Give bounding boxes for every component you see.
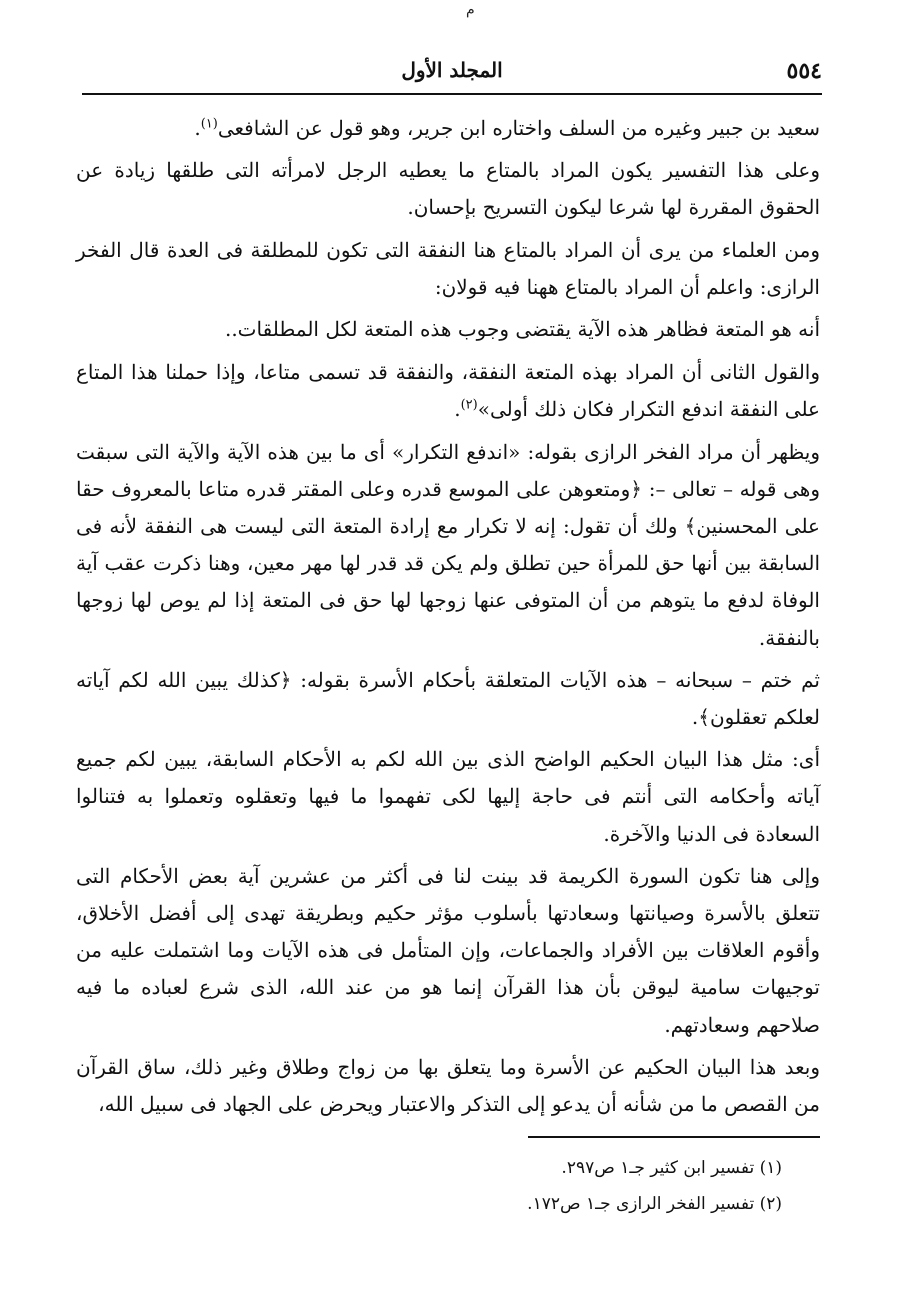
paragraph-5-text: والقول الثانى أن المراد بهذه المتعة النفقة، والنفقة قد تسمى متاعا، وإذا حملنا هذا المتاع على النفقة اندفع التكرار فكان ذلك أولى»: [76, 360, 820, 422]
top-mark: م: [466, 2, 475, 18]
page-header: [82, 56, 822, 88]
paragraph-6: ويظهر أن مراد الفخر الرازى بقوله: «اندفع التكرار» أى ما بين هذه الآية والآية التى سبقت وهى قوله – تعالى –: ﴿ومتعوهن على الموسع قدره وعلى المقتر قدره متاعا بالمعروف حقا على المحسنين﴾ ولك أن تقول: إنه لا تكرار مع إرادة المتعة التى ليست هى النفقة لأنه فى السابقة بين أنها حق للمرأة حين تطلق ولم يكن قد قدر لها مهر معين، وهنا ذكرت عقب آية الوفاة لدفع ما يتوهم من أن المتوفى عنها زوجها لها حق فى المتعة إذا لم يوص لها زوجها بالنفقة.: [76, 439, 820, 650]
footnote-2: (٢) تفسير الفخر الرازى جـ١ ص١٧٢.: [527, 1194, 782, 1214]
body-text: [76, 110, 820, 1128]
footnote-ref-1: (١): [200, 116, 218, 132]
footnote-rule: [528, 1136, 820, 1138]
page-number: ٥٥٤: [786, 58, 822, 84]
running-title: المجلد الأول: [401, 58, 503, 82]
header-rule: [82, 93, 822, 95]
paragraph-3: ومن العلماء من يرى أن المراد بالمتاع هنا النفقة التى تكون للمطلقة فى العدة قال الفخر الرازى: واعلم أن المراد بالمتاع ههنا فيه قولان:: [76, 237, 820, 299]
footnotes: [300, 1150, 782, 1222]
paragraph-1: سعيد بن جبير وغيره من السلف واختاره ابن جرير، وهو قول عن الشافعى$^{(١)}$.: [194, 116, 820, 140]
paragraph-1-text: سعيد بن جبير وغيره من السلف واختاره ابن جرير، وهو قول عن الشافعى: [217, 116, 820, 140]
paragraph-2: وعلى هذا التفسير يكون المراد بالمتاع ما يعطيه الرجل لامرأته التى طلقها زيادة عن الحقوق المقررة لها شرعا ليكون التسريح بإحسان.: [76, 158, 820, 220]
footnote-ref-2: (٢): [460, 397, 478, 413]
paragraph-8: أى: مثل هذا البيان الحكيم الواضح الذى بين الله لكم به الأحكام السابقة، يبين لكم جميع آياته وأحكامه التى أنتم فى حاجة إليها لكى تفهموا ما فيها وتعقلوه وتعملوا به فتنالوا السعادة فى الدنيا والآخرة.: [76, 747, 820, 846]
paragraph-4: أنه هو المتعة فظاهر هذه الآية يقتضى وجوب هذه المتعة لكل المطلقات..: [224, 317, 820, 342]
paragraph-10: وبعد هذا البيان الحكيم عن الأسرة وما يتعلق بها من زواج وطلاق وغير ذلك، ساق القرآن من القصص ما من شأنه أن يدعو إلى التذكر والاعتبار ويحرض على الجهاد فى سبيل الله،: [76, 1054, 820, 1117]
paragraph-5: والقول الثانى أن المراد بهذه المتعة النفقة، والنفقة قد تسمى متاعا، وإذا حملنا هذا المتاع على النفقة اندفع التكرار فكان ذلك أولى»$^{(٢)}$.: [76, 360, 820, 422]
footnote-1: (١) تفسير ابن كثير جـ١ ص٢٩٧.: [561, 1158, 782, 1178]
paragraph-7: ثم ختم – سبحانه – هذه الآيات المتعلقة بأحكام الأسرة بقوله: ﴿كذلك يبين الله لكم آياته لعلكم تعقلون﴾.: [76, 667, 820, 730]
paragraph-9: وإلى هنا تكون السورة الكريمة قد بينت لنا فى أكثر من عشرين آية بعض الأحكام التى تتعلق بالأسرة وصيانتها وسعادتها بأسلوب مؤثر حكيم وبطريقة تهدى إلى أفضل الأخلاق، وأقوم العلاقات بين الأفراد والجماعات، وإن المتأمل فى هذه الآيات وما اشتملت عليه من توجيهات سامية ليوقن بأن هذا القرآن إنما هو من عند الله، الذى شرع لعباده ما فيه صلاحهم وسعادتهم.: [76, 863, 820, 1037]
